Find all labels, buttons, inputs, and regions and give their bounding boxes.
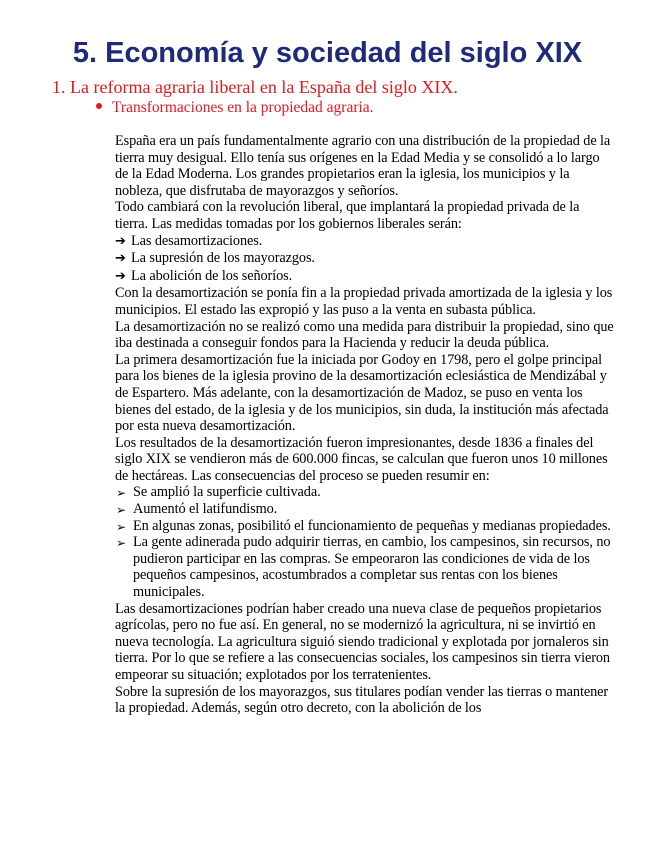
paragraph: Las desamortizaciones podrían haber creado una nueva clase de pequeños propietarios agrícolas, pero no fue así. En general, no se modernizó la agricultura, ni se invirtió en nueva tecnología. La agricultura siguió siendo tradicional y explotada por jornaleros sin tierra. Por lo que se refiere a las consecuencias sociales, los campesinos sin tierra vieron empeorar su situación; explotados por los terratenientes.	[115, 600, 610, 683]
measure-item	[115, 250, 615, 268]
paragraph: Con la desamortización se ponía fin a la propiedad privada amortizada de la iglesia y los municipios. El estado las expropió y las puso a la venta en subasta pública.	[115, 285, 613, 318]
paragraph: La desamortización no se realizó como una medida para distribuir la propiedad, sino que iba destinada a conseguir fondos para la Hacienda y reducir la deuda pública.	[115, 318, 614, 352]
consequence-item: ➢ Aumentó el latifundismo.	[116, 501, 278, 518]
consequence-item: ➢ En algunas zonas, posibilitó el funcionamiento de pequeñas y medianas propiedades.	[116, 517, 611, 534]
paragraph: Todo cambiará con la revolución liberal, que implantará la propiedad privada de la tierra. Las medidas tomadas por los gobiernos liberales serán:	[115, 199, 580, 232]
subsection-bullet	[96, 98, 374, 118]
measure-item	[115, 268, 615, 286]
triangle-bullet-icon: ➢	[116, 519, 126, 534]
consequence-item: ➢ Se amplió la superficie cultivada.	[116, 484, 321, 501]
paragraph: Los resultados de la desamortización fueron impresionantes, desde 1836 a finales del siglo XIX se vendieron más de 600.000 fincas, se calculan que fueron unos 10 millones de hectáreas. Las consecuencias del proceso se pueden resumir en:	[115, 434, 608, 484]
measure-item	[115, 233, 615, 251]
consequences-list	[115, 484, 615, 600]
arrow-right-icon: ➔	[115, 251, 126, 267]
triangle-bullet-icon: ➢	[116, 503, 126, 518]
consequence-item: ➢ La gente adinerada pudo adquirir tierras, en cambio, los campesinos, sin recursos, no pudieron participar en las compras. Se empeoraron las condiciones de vida de los pequeños campesinos, acostumbrados a completar sus rentas con los bienes municipales.	[116, 534, 611, 601]
page-title: 5. Economía y sociedad del siglo XIX	[72, 37, 583, 69]
arrow-right-icon: ➔	[115, 268, 126, 284]
triangle-bullet-icon: ➢	[116, 486, 126, 501]
body-text	[115, 133, 615, 717]
measure-text: La abolición de los señoríos.	[131, 267, 293, 284]
paragraph: España era un país fundamentalmente agrario con una distribución de la propiedad de la tierra muy desigual. Ello tenía sus orígenes en la Edad Media y se consolidó a lo largo de la Edad Moderna. Los grandes propietarios eran la iglesia, los municipios y la nobleza, que disfrutaba de mayorazgos y señoríos.	[115, 133, 611, 199]
measure-text: Las desamortizaciones.	[131, 232, 263, 249]
measure-text: La supresión de los mayorazgos.	[131, 250, 315, 267]
arrow-right-icon: ➔	[115, 233, 126, 249]
paragraph: La primera desamortización fue la iniciada por Godoy en 1798, pero el golpe principal para los bienes de la iglesia provino de la desamortización eclesiástica de Mendizábal y de Espartero. Más adelante, con la desamortización de Madoz, se puso en venta los bienes del estado, de la iglesia y de los municipios, sin duda, la institución más afectada por esta nueva desamortización.	[115, 351, 609, 435]
section-heading: 1. La reforma agraria liberal en la España del siglo XIX.	[52, 77, 458, 97]
triangle-bullet-icon: ➢	[116, 536, 126, 551]
subsection-title: Transformaciones en la propiedad agraria.	[112, 99, 374, 116]
bullet-dot-icon	[96, 103, 102, 109]
paragraph: Sobre la supresión de los mayorazgos, sus titulares podían vender las tierras o mantener la propiedad. Además, según otro decreto, con la abolición de los	[115, 683, 609, 717]
